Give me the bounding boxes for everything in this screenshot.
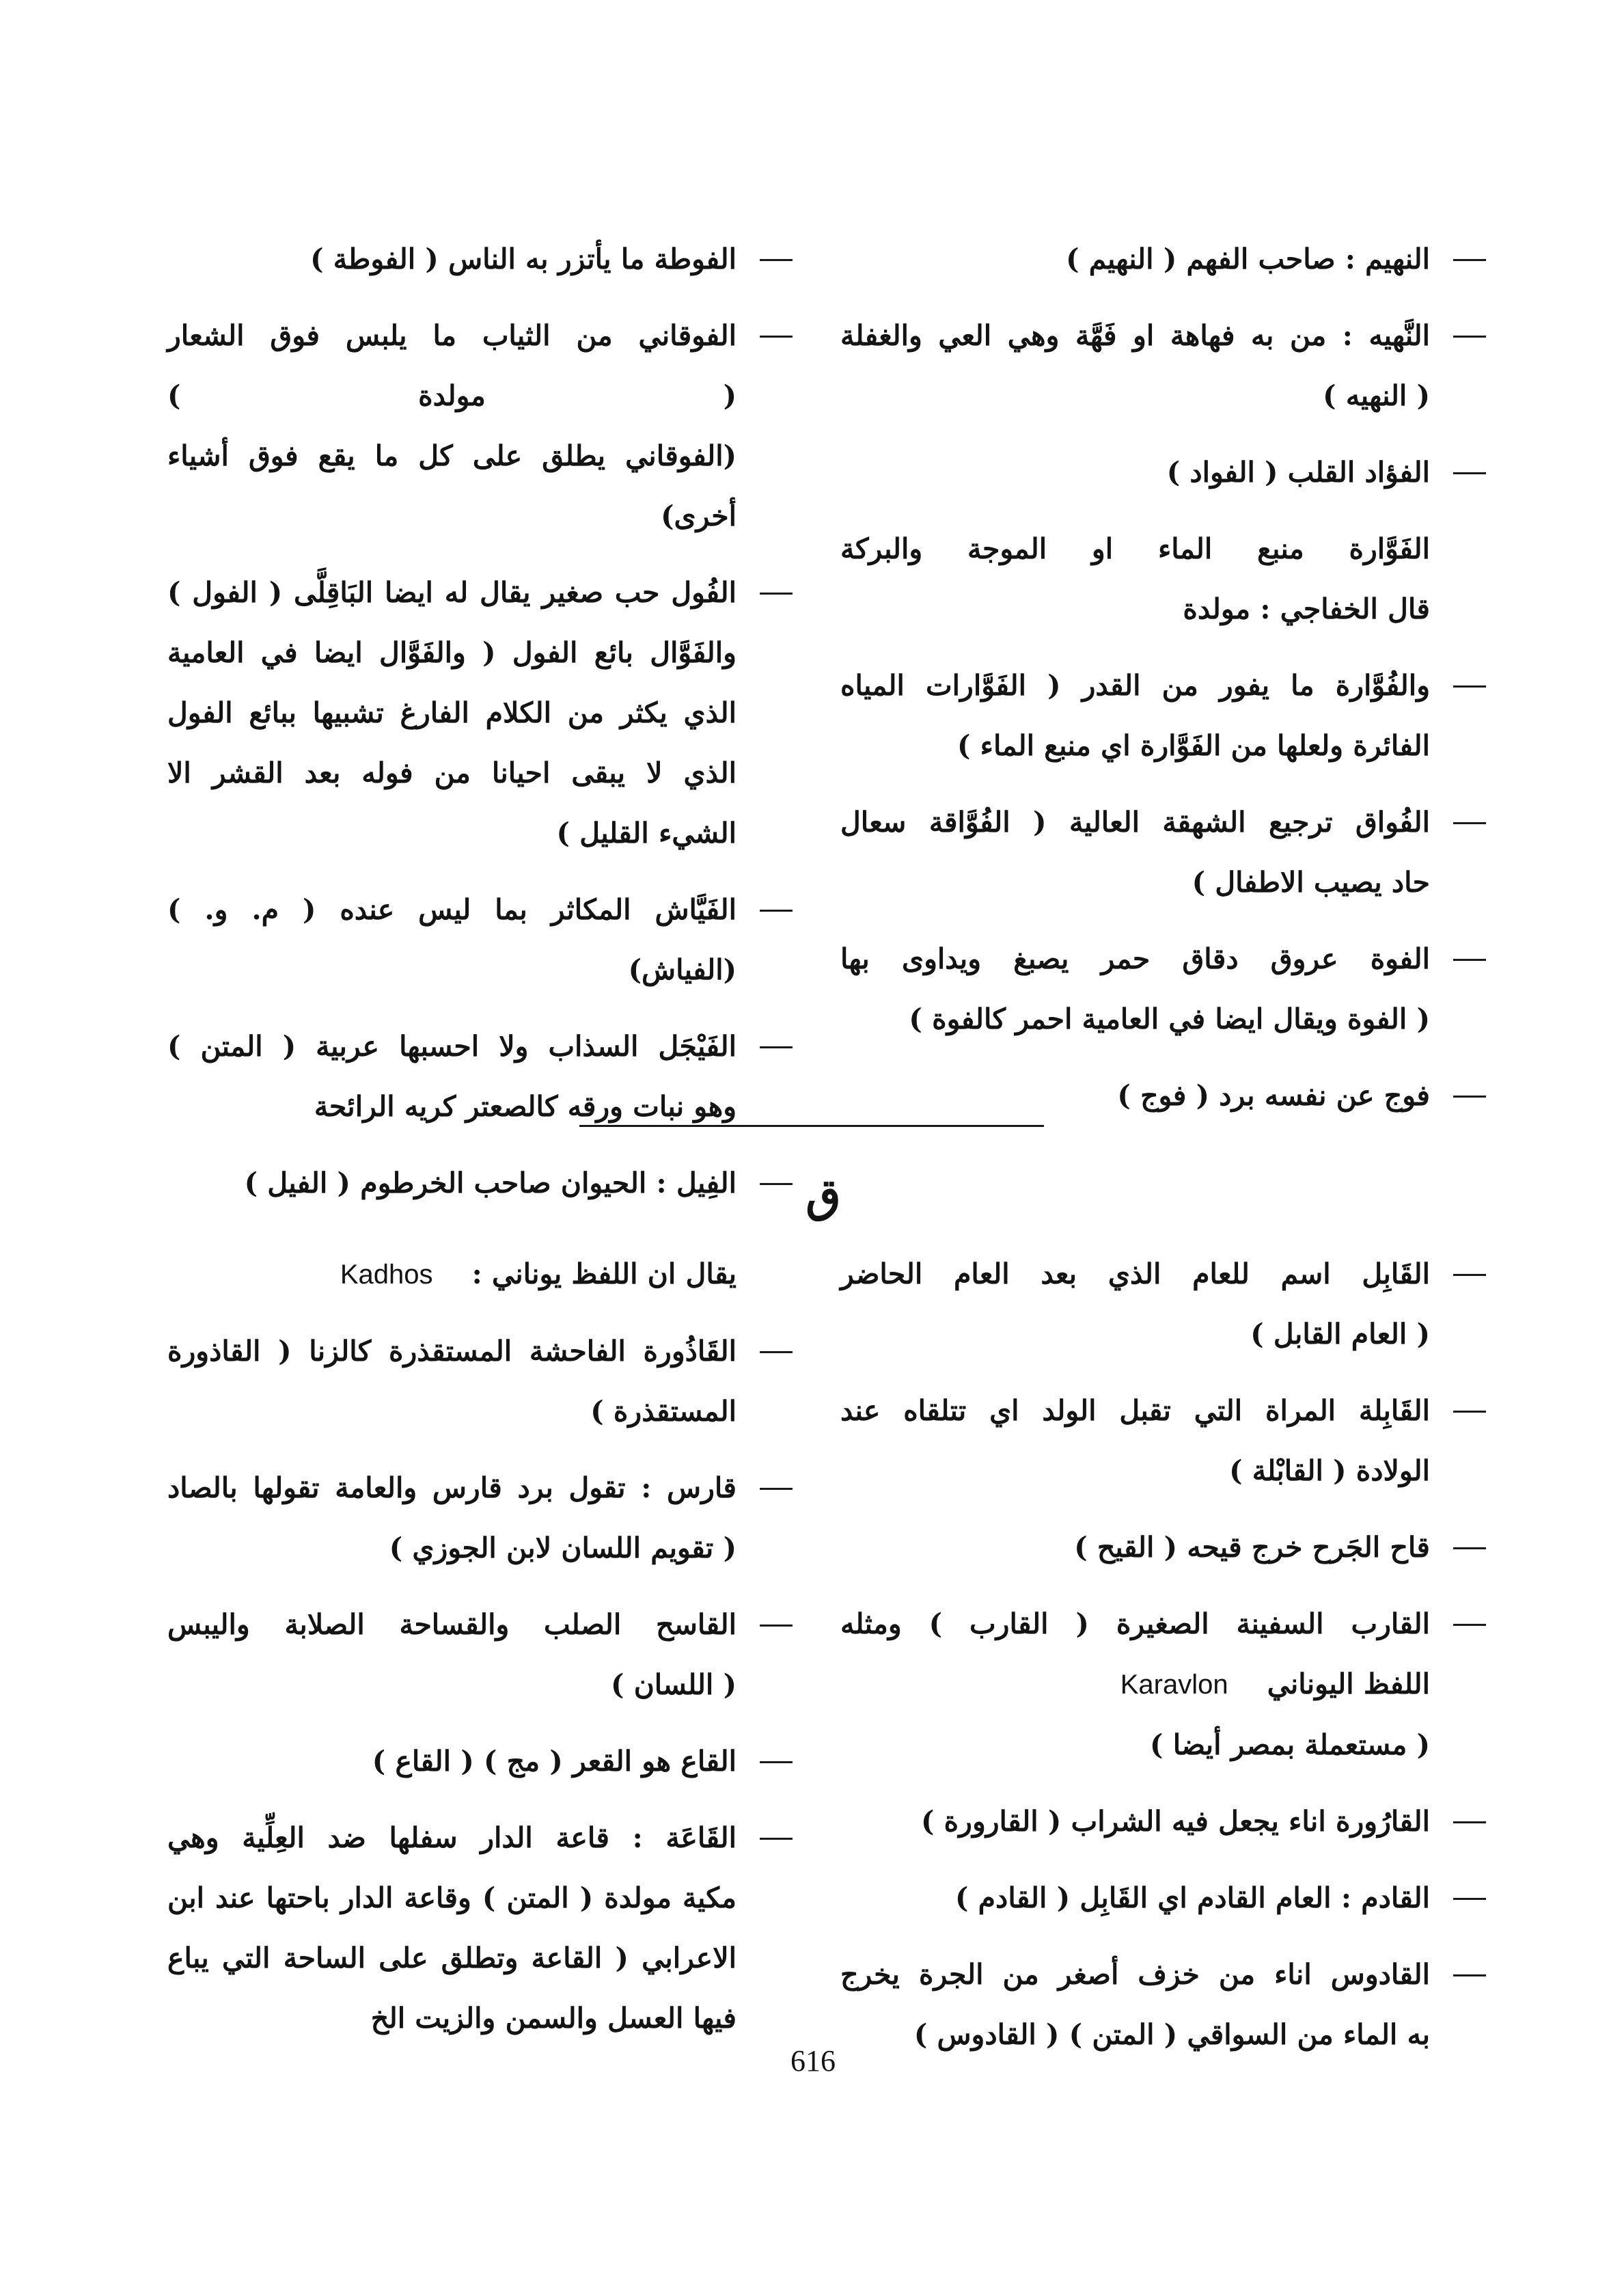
entry-line: [167, 1988, 737, 2048]
dictionary-entry: [840, 929, 1486, 1049]
entry-text: القادم : العام القادم اي القَابِل ( القادم ): [955, 1881, 1430, 1914]
entry-text: القاع هو القعر ( مج ) ( القاع ): [372, 1745, 737, 1778]
entry-text: الفوطة ما يأتزر به الناس ( الفوطة ): [310, 243, 737, 275]
dictionary-entry: [840, 1244, 1486, 1364]
entry-line: [840, 1304, 1430, 1364]
entry-line: [840, 655, 1430, 716]
entry-text: فوج عن نفسه برد ( فوج ): [1117, 1079, 1430, 1112]
entry-text: فيها العسل والسمن والزيت الخ: [370, 2002, 737, 2035]
dictionary-entry: [167, 562, 793, 863]
dictionary-entry: [840, 519, 1486, 639]
dictionary-entry: [167, 305, 793, 546]
entry-line: [840, 519, 1430, 579]
bottom-right-column: [840, 1244, 1486, 2081]
entry-text: الذي لا يبقى احيانا من فوله بعد القشر الا: [167, 757, 737, 789]
entry-text: المستقذرة ): [590, 1395, 737, 1428]
entry-line: [840, 989, 1430, 1049]
entry-text: قارس : تقول برد قارس والعامة تقولها بالصاد: [167, 1471, 737, 1504]
dictionary-entry: [167, 1808, 793, 2048]
entry-text: الفِيل : الحيوان صاحب الخرطوم ( الفيل ): [244, 1167, 737, 1199]
entry-text: اللفظ اليوناني: [1267, 1668, 1430, 1700]
entry-text: الولادة ( القابْلة ): [1229, 1454, 1430, 1487]
dictionary-entry: [840, 229, 1486, 289]
entry-line: [167, 1808, 737, 1868]
entry-text: ( الفوة ويقال ايضا في العامية احمر كالفوة ): [909, 1003, 1430, 1035]
dictionary-entry: [840, 305, 1486, 426]
entry-line: [840, 716, 1430, 776]
entry-line: [167, 1868, 737, 1928]
dictionary-entry: [167, 1458, 793, 1578]
latin-term: Karavlon: [1120, 1670, 1228, 1700]
entry-line: [167, 426, 737, 546]
dictionary-entry: [167, 1016, 793, 1137]
dictionary-entry: [167, 1153, 793, 1213]
entry-text: ( النهيه ): [1323, 379, 1430, 412]
entry-text: الفَوَّارة منبع الماء او الموجة والبركة: [840, 532, 1430, 565]
top-left-column: [167, 229, 793, 1229]
dictionary-entry: [840, 442, 1486, 502]
entry-line: [840, 929, 1430, 989]
page-number: 616: [790, 2044, 836, 2078]
section-divider: [579, 1125, 1044, 1127]
dictionary-entry: [840, 1381, 1486, 1501]
entry-line: [167, 1518, 737, 1578]
entry-text: الفَيَّاش المكاثر بما ليس عنده ( م. و. ) (الفياش): [167, 893, 737, 986]
entry-line: [840, 852, 1430, 912]
entry-text: ( مولدة ): [167, 379, 737, 412]
entry-text: ( اللسان ): [611, 1668, 737, 1701]
entry-line: [167, 1153, 737, 1213]
entry-text: ( مستعملة بمصر أيضا ): [1150, 1728, 1430, 1761]
entry-line: [167, 1928, 737, 1988]
entry-line: [167, 1655, 737, 1715]
entry-text: النهيم : صاحب الفهم ( النهيم ): [1066, 243, 1430, 275]
entry-text: القَابِل اسم للعام الذي بعد العام الحاضر: [840, 1257, 1430, 1290]
entry-text: الذي يكثر من الكلام الفارغ تشبيها ببائع الفول: [167, 696, 737, 729]
entry-text: ( العام القابل ): [1250, 1318, 1430, 1350]
entry-line: [167, 683, 737, 743]
entry-line: [840, 366, 1430, 426]
entry-text: الفَيْجَل السذاب ولا احسبها عربية ( المتن ): [167, 1030, 737, 1063]
entry-line: [167, 562, 737, 623]
latin-term: Kadhos: [340, 1260, 433, 1290]
entry-line: [840, 1065, 1430, 1126]
dictionary-entry: [840, 1944, 1486, 2065]
entry-line: [167, 623, 737, 683]
entry-line: [167, 743, 737, 803]
entry-text: ( تقويم اللسان لابن الجوزي ): [389, 1532, 737, 1564]
entry-line: [840, 1944, 1430, 2004]
entry-text: وهو نبات ورقه كالصعتر كريه الرائحة: [314, 1090, 737, 1123]
dictionary-entry: [840, 1065, 1486, 1126]
dictionary-entry: [840, 1517, 1486, 1577]
entry-text: الفوقاني من الثياب ما يلبس فوق الشعار: [167, 319, 737, 352]
entry-text: القارب السفينة الصغيرة ( القارب ) ومثله: [840, 1607, 1430, 1640]
entry-text: الفُول حب صغير يقال له ايضا البَاقِلَّى ( الفول ): [167, 576, 737, 609]
entry-line: [167, 1458, 737, 1518]
section-letter: ق: [806, 1169, 841, 1222]
entry-line: [840, 1517, 1430, 1577]
entry-line: [840, 1791, 1430, 1851]
entry-text: الفوة عروق دقاق حمر يصبغ ويداوى بها: [840, 942, 1430, 975]
entry-text: (الفوقاني يطلق على كل ما يقع فوق أشياء أخرى): [167, 439, 737, 532]
entry-line: [167, 229, 737, 289]
dictionary-entry: [167, 229, 793, 289]
dictionary-entry: [840, 1594, 1486, 1775]
entry-line: [840, 1654, 1430, 1715]
entry-line: [840, 1441, 1430, 1501]
entry-line: [167, 366, 737, 426]
entry-line: [167, 880, 737, 1000]
entry-line: [167, 1731, 737, 1791]
dictionary-entry: [167, 1321, 793, 1441]
entry-line: [167, 1244, 737, 1305]
entry-text: الفُواق ترجيع الشهقة العالية ( الفُوَّاقة سعال: [840, 806, 1430, 839]
entry-line: [840, 792, 1430, 852]
entry-line: [840, 229, 1430, 289]
entry-text: القاسح الصلب والقساحة الصلابة واليبس: [167, 1608, 737, 1641]
entry-line: [167, 1016, 737, 1076]
entry-line: [840, 305, 1430, 366]
entry-line: [167, 803, 737, 863]
entry-text: النَّهيه : من به فهاهة او فَهَّة وهي العي والغفلة: [840, 319, 1430, 352]
entry-text: قال الخفاجي : مولدة: [1183, 593, 1430, 625]
entry-text: القَاعَة : قاعة الدار سفلها ضد العِلِّية وهي: [167, 1821, 737, 1854]
top-right-column: [840, 229, 1486, 1142]
entry-line: [840, 1381, 1430, 1441]
entry-line: [840, 1868, 1430, 1928]
dictionary-entry: [167, 880, 793, 1000]
entry-text: به الماء من السواقي ( المتن ) ( القادوس ): [913, 2018, 1430, 2051]
entry-text: القَابِلة المراة التي تقبل الولد اي تتلقاه عند: [840, 1394, 1430, 1427]
dictionary-entry: [167, 1594, 793, 1715]
entry-text: الفؤاد القلب ( الفواد ): [1166, 456, 1430, 489]
entry-line: [840, 442, 1430, 502]
entry-text: والفَوَّال بائع الفول ( والفَوَّال ايضا في العامية: [167, 636, 737, 669]
dictionary-entry: [840, 655, 1486, 776]
entry-text: الشيء القليل ): [556, 817, 737, 849]
entry-line: [840, 1594, 1430, 1654]
entry-line: [167, 305, 737, 366]
entry-text: والفُوَّارة ما يفور من القدر ( الفَوَّارات المياه: [840, 669, 1430, 702]
entry-text: حاد يصيب الاطفال ): [1192, 866, 1430, 899]
entry-line: [167, 1076, 737, 1137]
entry-line: [167, 1381, 737, 1441]
bottom-left-column: [167, 1244, 793, 2065]
entry-text: مكية مولدة ( المتن ) وقاعة الدار باحتها عند ابن: [167, 1881, 737, 1914]
dictionary-entry: [840, 792, 1486, 912]
entry-line: [840, 1715, 1430, 1775]
entry-line: [840, 1244, 1430, 1304]
entry-line: [167, 1594, 737, 1655]
entry-line: [167, 1321, 737, 1381]
entry-text: الفائرة ولعلها من الفَوَّارة اي منبع الماء ): [957, 729, 1430, 762]
entry-text: قاح الجَرح خرج قيحه ( القيح ): [1074, 1531, 1430, 1564]
dictionary-entry: [167, 1244, 793, 1305]
dictionary-entry: [840, 1868, 1486, 1928]
entry-text: القادوس اناء من خزف أصغر من الجرة يخرج: [840, 1958, 1430, 1991]
entry-text: الاعرابي ( القاعة وتطلق على الساحة التي يباع: [167, 1942, 737, 1974]
entry-line: [840, 2004, 1430, 2065]
dictionary-entry: [840, 1791, 1486, 1851]
dictionary-entry: [167, 1731, 793, 1791]
entry-text: القَاذُورة الفاحشة المستقذرة كالزنا ( القاذورة: [167, 1335, 737, 1368]
entry-text: يقال ان اللفظ يوناني :: [471, 1257, 737, 1290]
entry-line: [840, 579, 1430, 639]
entry-text: القارُورة اناء يجعل فيه الشراب ( القارورة ): [920, 1805, 1430, 1838]
